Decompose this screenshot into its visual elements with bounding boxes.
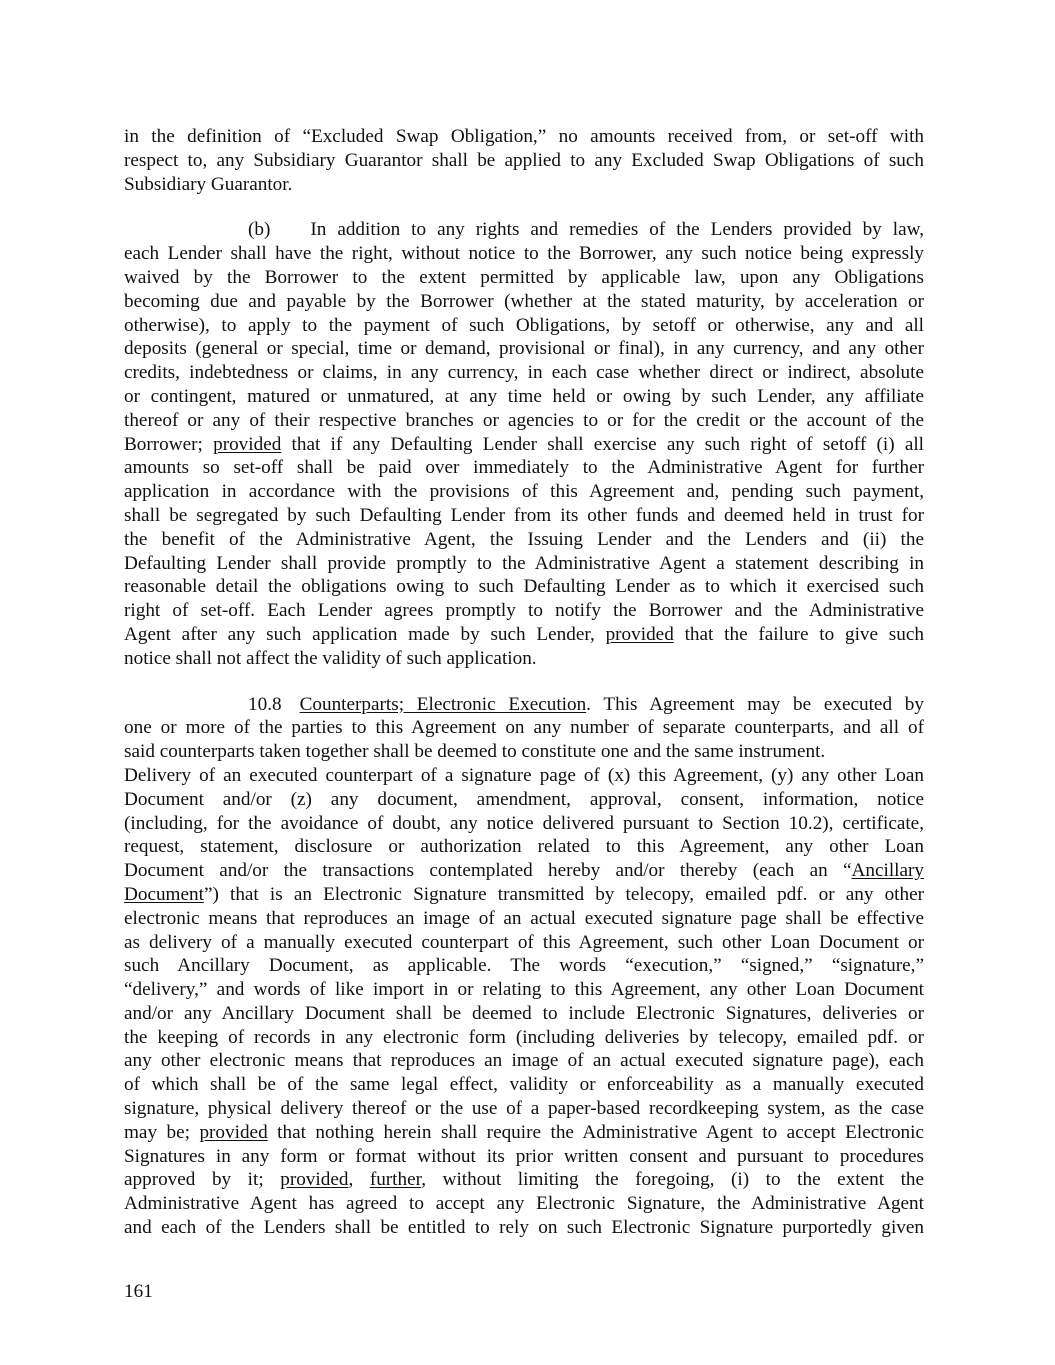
text-line: the keeping of records in any electronic form (including deliveries by telecopy, emailed pdf. or	[124, 1026, 924, 1048]
defined-term-ancillary: Ancillary	[851, 860, 924, 882]
text-line: Defaulting Lender shall provide promptly to the Administrative Agent a statement describing in	[124, 552, 924, 574]
text-line: in the definition of “Excluded Swap Obligation,” no amounts received from, or set-off with	[124, 126, 924, 147]
document-page	[124, 125, 924, 1262]
text-line: approved by it; provided, further, without limiting the foregoing, (i) to the extent the	[124, 1169, 925, 1191]
provided-term: provided	[213, 433, 282, 455]
text-line: Subsidiary Guarantor.	[124, 173, 293, 195]
text-line: waived by the Borrower to the extent permitted by applicable law, upon any Obligations	[124, 266, 924, 288]
text-line: one or more of the parties to this Agreement on any number of separate counterparts, and all of	[124, 717, 924, 739]
provided-term: provided	[605, 623, 674, 645]
text-line: application in accordance with the provisions of this Agreement and, pending such payment,	[124, 481, 924, 503]
text-line: request, statement, disclosure or authorization related to this Agreement, any other Loan	[124, 836, 924, 858]
text-line: deposits (general or special, time or demand, provisional or final), in any currency, and any other	[124, 338, 924, 360]
text-line: right of set-off. Each Lender agrees promptly to notify the Borrower and the Administrative	[124, 600, 924, 622]
text-line: Document and/or (z) any document, amendment, approval, consent, information, notice	[124, 788, 924, 810]
paragraph-swap-obligation	[124, 125, 924, 196]
provided-term: provided	[280, 1169, 349, 1191]
text-line: each Lender shall have the right, without notice to the Borrower, any such notice being expressly	[124, 243, 924, 265]
defined-term-document: Document	[124, 883, 204, 905]
paragraph-setoff-b	[124, 218, 924, 670]
text-line: “delivery,” and words of like import in or relating to this Agreement, any other Loan Document	[124, 979, 924, 1001]
text-line: any other electronic means that reproduces an image of an actual executed signature page), each	[124, 1050, 924, 1072]
section-number: 10.8	[248, 693, 282, 715]
section-heading-line: 10.8 Counterparts; Electronic Execution. This Agreement may be executed by	[248, 693, 924, 715]
section-10-8	[124, 693, 924, 1240]
clause-label: (b)	[248, 219, 271, 241]
text-line: Document and/or the transactions contemplated hereby and/or thereby (each an “Ancillary	[124, 860, 924, 882]
text-line: may be; provided that nothing herein shall require the Administrative Agent to accept Electronic	[124, 1121, 924, 1143]
text-line: credits, indebtedness or claims, in any currency, in each case whether direct or indirect, absolute	[124, 362, 924, 384]
text-line: respect to, any Subsidiary Guarantor shall be applied to any Excluded Swap Obligations of such	[124, 149, 924, 171]
text-line: Borrower; provided that if any Defaulting Lender shall exercise any such right of setoff (i) all	[124, 433, 924, 455]
text-line: signature, physical delivery thereof or the use of a paper-based recordkeeping system, as the case	[124, 1098, 924, 1120]
text-line: (b) In addition to any rights and remedies of the Lenders provided by law,	[248, 219, 924, 241]
text-line: Signatures in any form or format without its prior written consent and pursuant to procedures	[124, 1145, 924, 1167]
text-line: (including, for the avoidance of doubt, any notice delivered pursuant to Section 10.2), certificate,	[124, 812, 924, 834]
text-line: and/or any Ancillary Document shall be deemed to include Electronic Signatures, deliveries or	[124, 1002, 924, 1024]
text-line: such Ancillary Document, as applicable. The words “execution,” “signed,” “signature,”	[124, 955, 924, 977]
text-line: Administrative Agent has agreed to accept any Electronic Signature, the Administrative Agent	[124, 1193, 924, 1215]
text-line: Document”) that is an Electronic Signature transmitted by telecopy, emailed pdf. or any other	[124, 883, 924, 905]
section-heading: Counterparts; Electronic Execution	[299, 693, 587, 715]
text-line: electronic means that reproduces an image of an actual executed signature page shall be effective	[124, 907, 924, 929]
text-line: thereof or any of their respective branches or agencies to or for the credit or the account of the	[124, 409, 924, 431]
further-term: further	[369, 1169, 422, 1191]
text-line: Delivery of an executed counterpart of a signature page of (x) this Agreement, (y) any other Loan	[124, 764, 924, 786]
text-line: becoming due and payable by the Borrower (whether at the stated maturity, by acceleration or	[124, 290, 924, 312]
text-line: and each of the Lenders shall be entitled to rely on such Electronic Signature purportedly given	[124, 1217, 924, 1239]
text-line: the benefit of the Administrative Agent, the Issuing Lender and the Lenders and (ii) the	[124, 528, 924, 550]
text-line: of which shall be of the same legal effect, validity or enforceability as a manually executed	[124, 1074, 924, 1096]
text-line: shall be segregated by such Defaulting Lender from its other funds and deemed held in trust for	[124, 504, 924, 526]
page-number: 161	[124, 1281, 153, 1302]
text-line: reasonable detail the obligations owing to such Defaulting Lender as to which it exercised such	[124, 576, 924, 598]
text-line: said counterparts taken together shall be deemed to constitute one and the same instrument.	[124, 741, 826, 763]
text-line: Agent after any such application made by such Lender, provided that the failure to give such	[124, 623, 924, 645]
provided-term: provided	[199, 1121, 268, 1143]
text-line: notice shall not affect the validity of such application.	[124, 647, 537, 669]
text-line: amounts so set-off shall be paid over immediately to the Administrative Agent for further	[124, 457, 924, 479]
text-line: as delivery of a manually executed counterpart of this Agreement, such other Loan Document or	[124, 931, 924, 953]
text-line: or contingent, matured or unmatured, at any time held or owing by such Lender, any affiliate	[124, 385, 924, 407]
text-line: otherwise), to apply to the payment of such Obligations, by setoff or otherwise, any and all	[124, 314, 924, 336]
